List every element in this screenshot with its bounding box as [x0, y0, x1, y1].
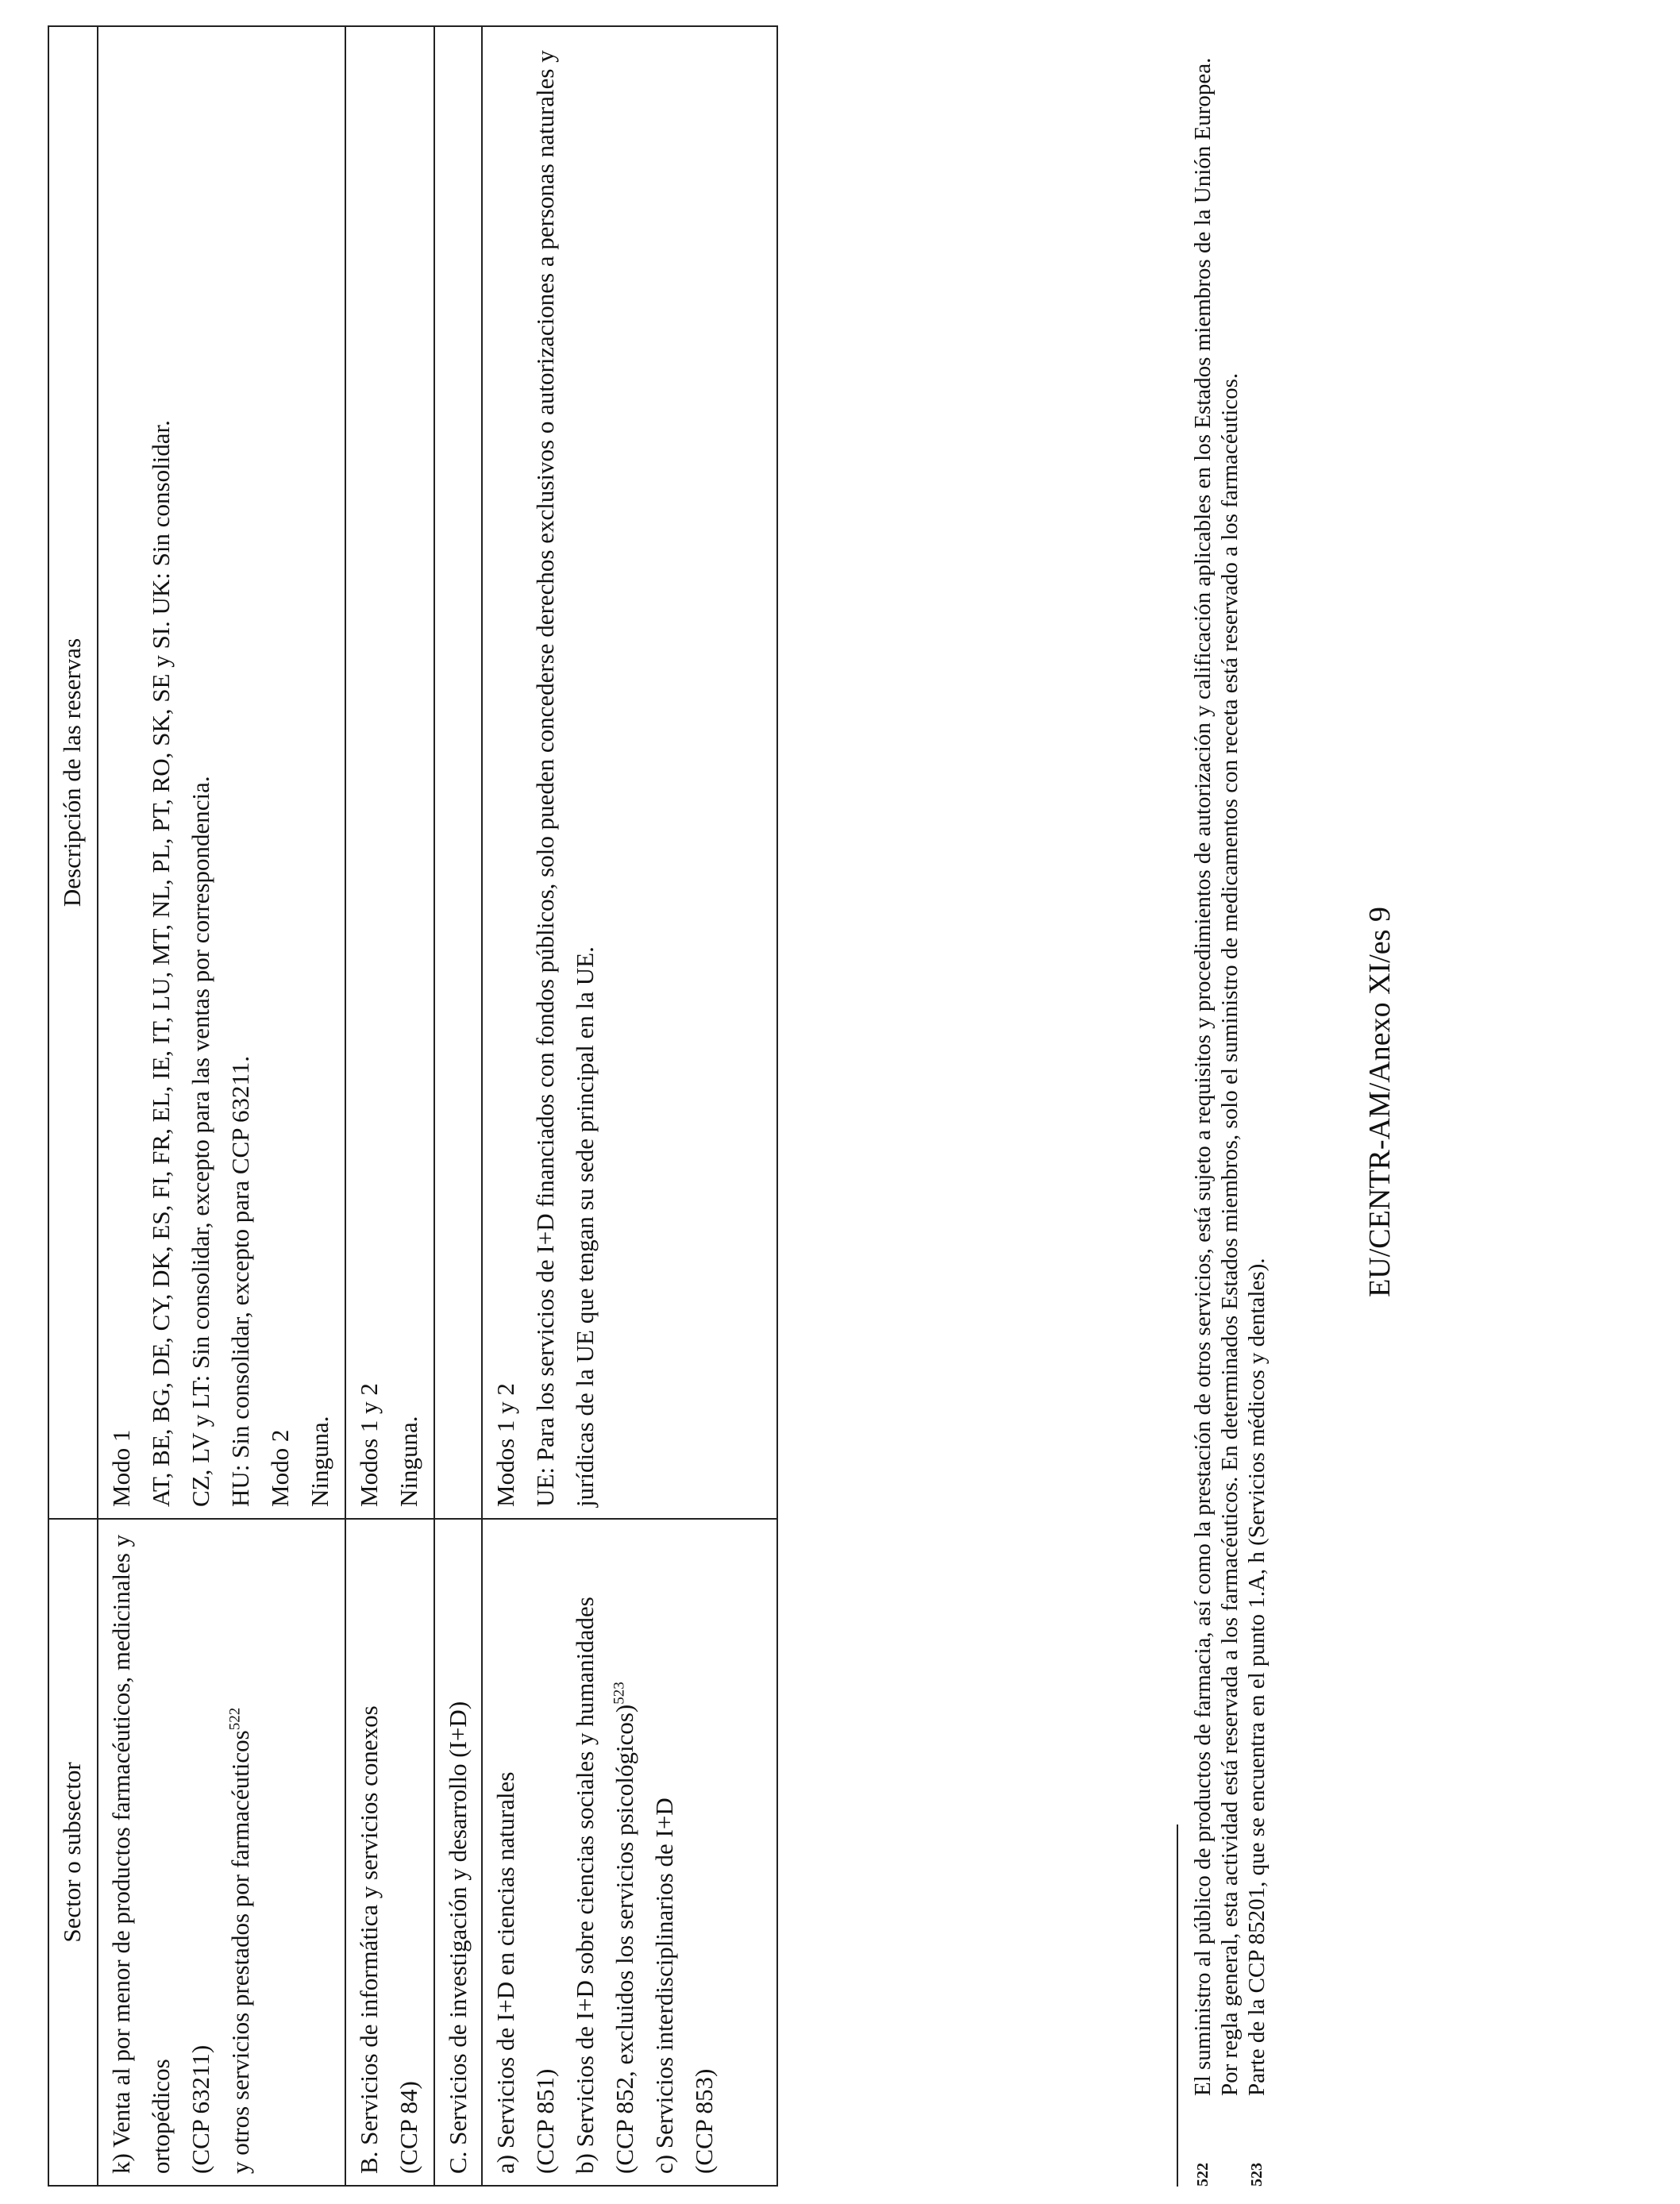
footnote-number: 522 — [1194, 2163, 1212, 2187]
page-reference: EU/CENTR-AM/Anexo XI/es 9 — [1363, 907, 1397, 1297]
footnote-ref: 522 — [226, 1707, 244, 1731]
sector-line: (CCP 851) — [531, 2068, 559, 2174]
description-cell — [345, 26, 434, 1519]
header-description: Descripción de las reservas — [48, 26, 98, 1519]
description-line: CZ, LV y LT: Sin consolidar, excepto para las ventas por correspondencia. — [187, 776, 214, 1507]
footnotes — [1177, 27, 1270, 2187]
description-line: AT, BE, BG, DE, CY, DK, ES, FI, FR, EL, IE, IT, LU, MT, NL, PL, PT, RO, SK, SE y SI. UK: Sin consolidar. — [147, 420, 175, 1507]
table-row — [345, 26, 434, 2186]
footnote — [1189, 27, 1243, 2187]
table-row — [434, 26, 482, 2186]
footnote — [1243, 27, 1270, 2187]
sector-cell — [98, 1519, 345, 2186]
footnote-separator — [1177, 1824, 1178, 2187]
reservations-table — [48, 25, 778, 2187]
sector-line — [221, 1531, 260, 2174]
description-line: UE: Para los servicios de I+D financiados con fondos públicos, solo pueden concederse derechos exclusivos o autorizaciones a personas naturales y jurídicas de la UE que tengan su sede principal en la UE. — [531, 50, 599, 1507]
sector-text: y otros servicios prestados por farmacéuticos — [226, 1730, 254, 2174]
description-line: Modos 1 y 2 — [491, 1383, 519, 1507]
sector-line: (CCP 853) — [690, 2068, 718, 2174]
description-line: Modo 1 — [107, 1429, 135, 1507]
description-line: Ninguna. — [395, 1416, 422, 1507]
sector-line: b) Servicios de I+D sobre ciencias sociales y humanidades — [571, 1597, 599, 2174]
footnote-number: 523 — [1248, 2163, 1266, 2187]
footnote-ref: 523 — [611, 1682, 628, 1705]
description-line: Modos 1 y 2 — [355, 1383, 383, 1507]
header-sector: Sector o subsector — [48, 1519, 98, 2186]
sector-line: (CCP 63211) — [187, 2044, 214, 2174]
sector-line: (CCP 84) — [395, 2081, 422, 2174]
sector-cell — [345, 1519, 434, 2186]
description-line: Modo 2 — [266, 1429, 294, 1507]
sector-line: B. Servicios de informática y servicios conexos — [355, 1705, 383, 2174]
sector-line — [605, 1531, 645, 2174]
table-row — [482, 26, 777, 2186]
description-cell — [482, 26, 777, 1519]
sector-text: (CCP 852, excluidos los servicios psicológicos) — [611, 1704, 638, 2174]
table-row — [98, 26, 345, 2186]
footnote-text: Parte de la CCP 85201, que se encuentra en el punto 1.A, h (Servicios médicos y dentales). — [1244, 1258, 1270, 2096]
sector-line: k) Venta al por menor de productos farmacéuticos, medicinales y ortopédicos — [107, 1534, 175, 2174]
description-line: HU: Sin consolidar, excepto para CCP 63211. — [226, 1055, 254, 1507]
description-cell — [434, 26, 482, 1519]
table-header-row — [48, 26, 98, 2186]
sector-cell — [434, 1519, 482, 2186]
description-line: Ninguna. — [306, 1416, 333, 1507]
footnote-text: El suministro al público de productos de farmacia, así como la prestación de otros servicios, está sujeto a requisitos y procedimientos de autorización y calificación aplicables en los Estados miembros de la Unión Europea. Por regla general, esta actividad está reservada a los farmacéuticos. En determinados Estados miembros, solo el suministro de medicamentos con receta está reservado a los farmacéuticos. — [1190, 57, 1243, 2096]
sector-line: C. Servicios de investigación y desarrollo (I+D) — [444, 1701, 472, 2174]
sector-cell — [482, 1519, 777, 2186]
sector-line: c) Servicios interdisciplinarios de I+D — [650, 1797, 678, 2174]
sector-line: a) Servicios de I+D en ciencias naturales — [491, 1771, 519, 2174]
description-cell — [98, 26, 345, 1519]
